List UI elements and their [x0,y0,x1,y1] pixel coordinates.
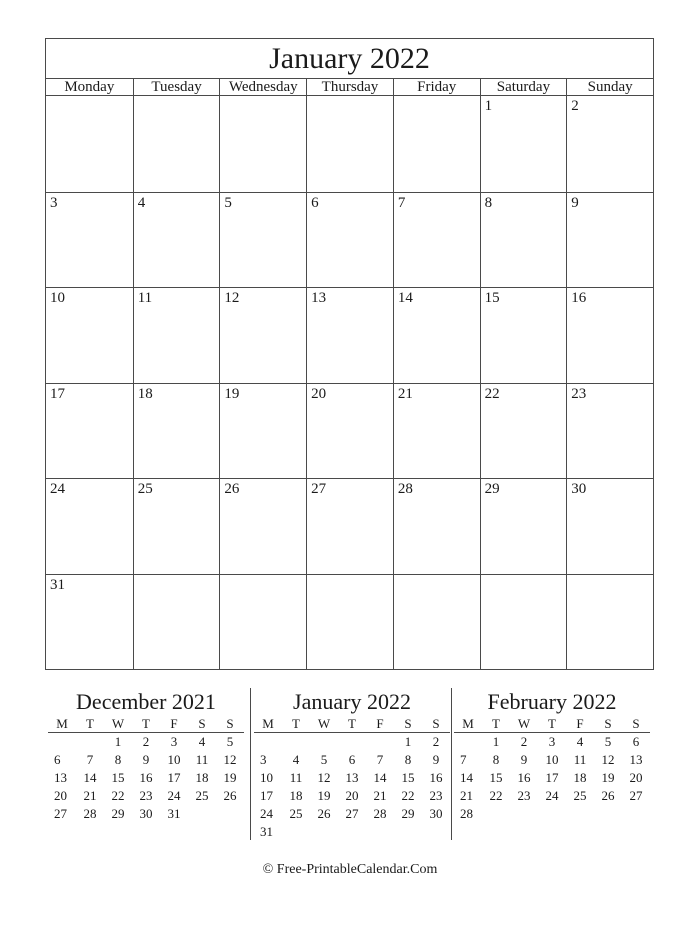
mini-weekday-label: T [538,715,566,733]
mini-day: 29 [401,806,415,821]
day-number: 27 [311,481,327,497]
mini-day: 21 [460,788,473,803]
mini-weekday-label: T [338,715,366,733]
mini-weekday-label: M [254,715,282,733]
mini-day: 27 [345,806,359,821]
day-cell [480,287,567,383]
day-cell [133,192,220,288]
mini-day [366,733,394,751]
day-cell [46,574,133,670]
mini-day: 28 [373,806,387,821]
mini-day: 30 [139,806,153,821]
mini-weekday-label: W [310,715,338,733]
mini-day: 22 [489,788,503,803]
mini-day: 12 [223,752,237,767]
mini-day: 10 [260,770,273,785]
day-number: 21 [397,385,413,402]
mini-day: 21 [83,788,97,803]
mini-day: 29 [111,806,125,821]
day-cell [306,96,393,192]
mini-day: 4 [198,734,206,749]
mini-day: 7 [460,752,467,767]
day-number: 20 [311,385,327,402]
day-number: 8 [484,194,493,211]
mini-day: 7 [86,752,94,767]
mini-calendar-december-2021 [48,688,244,823]
mini-day [510,805,538,823]
mini-weekday-label: F [160,715,188,733]
footer-credit[interactable]: © Free-PrintableCalendar.Com [262,862,438,877]
mini-day: 2 [142,734,150,749]
mini-day: 1 [492,734,500,749]
mini-day: 12 [317,770,331,785]
day-number: 13 [311,290,327,306]
day-number: 15 [484,290,500,306]
mini-day [366,823,394,841]
mini-day: 27 [629,788,643,803]
day-cell [133,478,220,574]
mini-weekday-label: T [282,715,310,733]
mini-weekday-label: S [422,715,450,733]
day-cell [133,383,220,479]
day-number: 29 [484,481,500,497]
mini-day: 5 [604,734,612,749]
day-cell [46,287,133,383]
mini-day [338,823,366,841]
mini-day: 9 [520,752,528,767]
mini-day [76,733,104,751]
mini-calendar-title: February 2022 [487,689,617,714]
day-cell [566,192,653,288]
mini-weekday-label: F [566,715,594,733]
day-cell [219,574,306,670]
day-cell [393,574,480,670]
day-number: 1 [484,98,493,114]
day-cell [480,383,567,479]
mini-day: 3 [170,734,178,749]
mini-day: 16 [429,770,443,785]
mini-day: 12 [601,752,615,767]
weekday-label: Monday [64,79,115,95]
day-number: 23 [571,385,587,402]
day-cell [306,287,393,383]
mini-weekday-label: T [482,715,510,733]
mini-day [422,823,450,841]
mini-day: 25 [195,788,209,803]
mini-calendar-title: January 2022 [293,689,411,714]
mini-day [394,823,422,841]
mini-day: 16 [517,770,531,785]
mini-calendar-grid [454,715,650,823]
mini-day [282,733,310,751]
day-number: 5 [224,194,232,211]
mini-day: 7 [376,752,384,767]
day-number: 19 [224,385,240,402]
mini-calendars [48,688,654,840]
day-number: 2 [571,98,579,114]
weekday-header [46,79,653,96]
mini-day [310,823,338,841]
day-cell [219,478,306,574]
mini-calendar-grid [254,715,450,841]
day-number: 17 [50,385,65,402]
weekday-label: Wednesday [219,79,306,95]
mini-day: 18 [195,770,209,785]
mini-weekday-label: T [76,715,104,733]
mini-weekday-label: S [216,715,244,733]
day-cell [306,478,393,574]
mini-day: 1 [114,734,122,749]
day-cell [393,287,480,383]
mini-day: 6 [54,752,61,767]
mini-day: 16 [139,770,153,785]
day-number: 4 [137,194,146,211]
mini-day: 25 [573,788,587,803]
mini-weekday-label: T [132,715,160,733]
day-cell [46,478,133,574]
calendar-title: January 2022 [46,39,653,79]
mini-day: 21 [373,788,387,803]
mini-weekday-label: S [594,715,622,733]
mini-day: 19 [223,770,237,785]
mini-day: 30 [429,806,443,821]
mini-day: 9 [432,752,440,767]
mini-day: 5 [320,752,328,767]
mini-day: 15 [111,770,125,785]
mini-day: 10 [545,752,559,767]
day-cell [306,383,393,479]
mini-day [538,805,566,823]
day-cell [393,478,480,574]
mini-day [48,733,76,751]
weekday-label: Tuesday [133,79,220,95]
mini-day: 22 [401,788,415,803]
day-cell [393,96,480,192]
mini-day: 26 [317,806,331,821]
mini-day [482,805,510,823]
mini-day [282,823,310,841]
mini-calendar-february-2022 [454,688,650,823]
mini-day: 10 [167,752,181,767]
day-number: 11 [137,290,153,306]
day-cell [566,383,653,479]
day-cell [306,574,393,670]
day-number: 7 [397,194,406,211]
mini-divider [451,688,452,840]
day-number: 24 [50,481,65,497]
day-cell [566,96,653,192]
mini-day: 5 [226,734,234,749]
mini-day: 14 [83,770,97,785]
day-cell [219,96,306,192]
mini-day [188,805,216,823]
mini-day: 3 [548,734,556,749]
mini-day: 24 [260,806,273,821]
day-cell [393,192,480,288]
mini-day: 26 [601,788,615,803]
weekday-label: Sunday [566,79,653,95]
mini-calendar-january-2022 [254,688,450,841]
day-cell [306,192,393,288]
day-cell [480,574,567,670]
mini-weekday-label: S [622,715,650,733]
mini-day: 23 [139,788,153,803]
mini-day: 27 [54,806,67,821]
mini-day: 15 [489,770,503,785]
day-cell [566,287,653,383]
mini-day: 17 [545,770,559,785]
mini-day: 19 [601,770,615,785]
mini-weekday-label: M [48,715,76,733]
mini-day: 20 [54,788,67,803]
day-number: 28 [397,481,413,497]
main-calendar [45,38,654,670]
day-cell [46,383,133,479]
mini-day: 26 [223,788,237,803]
day-number: 18 [137,385,153,402]
weekday-label: Saturday [480,79,567,95]
mini-weekday-label: W [104,715,132,733]
mini-day: 31 [260,824,273,839]
day-cell [133,287,220,383]
mini-day [566,805,594,823]
day-cell [566,574,653,670]
mini-calendar-title: December 2021 [76,689,216,714]
day-cell [480,192,567,288]
mini-day [338,733,366,751]
day-cell [46,192,133,288]
mini-day: 17 [167,770,181,785]
day-number: 22 [484,385,500,402]
mini-day: 28 [460,806,473,821]
day-cell [566,478,653,574]
mini-day [454,733,482,751]
mini-day: 15 [401,770,415,785]
day-number: 30 [571,481,587,497]
day-cell [219,192,306,288]
mini-day: 3 [260,752,267,767]
mini-weekday-label: F [366,715,394,733]
mini-day: 11 [289,770,303,785]
day-number: 26 [224,481,240,497]
mini-day: 2 [432,734,440,749]
mini-day: 6 [348,752,356,767]
mini-day: 25 [289,806,303,821]
mini-day: 18 [573,770,587,785]
mini-day: 4 [576,734,584,749]
mini-day: 1 [404,734,412,749]
mini-day: 22 [111,788,125,803]
mini-day: 13 [54,770,67,785]
day-cell [133,574,220,670]
day-number: 3 [50,194,58,211]
mini-day: 2 [520,734,528,749]
mini-day: 13 [629,752,643,767]
mini-day [310,733,338,751]
mini-day [216,805,244,823]
mini-day: 6 [632,734,640,749]
day-cell [219,287,306,383]
mini-day: 20 [629,770,643,785]
mini-day: 11 [573,752,587,767]
day-cell [393,383,480,479]
mini-day: 11 [195,752,209,767]
day-number: 6 [311,194,319,211]
mini-calendar-grid [48,715,244,823]
day-cell [219,383,306,479]
mini-day: 28 [83,806,97,821]
day-number: 12 [224,290,240,306]
mini-weekday-label: S [188,715,216,733]
mini-day: 8 [492,752,500,767]
mini-day: 23 [429,788,443,803]
day-cell [480,478,567,574]
mini-day: 23 [517,788,531,803]
mini-day: 9 [142,752,150,767]
mini-day: 24 [545,788,559,803]
mini-day: 18 [289,788,303,803]
mini-day: 14 [373,770,387,785]
mini-day: 20 [345,788,359,803]
mini-day: 24 [167,788,181,803]
day-cell [480,96,567,192]
mini-day: 13 [345,770,359,785]
mini-weekday-label: S [394,715,422,733]
weekday-label: Friday [393,79,480,95]
day-number: 10 [50,290,65,306]
mini-day: 19 [317,788,331,803]
mini-day: 4 [292,752,300,767]
mini-weekday-label: W [510,715,538,733]
mini-day [594,805,622,823]
day-grid [46,96,653,669]
mini-day [254,733,282,751]
mini-divider [250,688,251,840]
day-number: 16 [571,290,587,306]
mini-day: 17 [260,788,273,803]
mini-day: 14 [460,770,473,785]
mini-day: 31 [167,806,181,821]
mini-day: 8 [404,752,412,767]
day-number: 25 [137,481,153,497]
mini-day: 8 [114,752,122,767]
mini-weekday-label: M [454,715,482,733]
day-number: 31 [50,576,65,593]
day-number: 14 [397,290,413,306]
day-cell [46,96,133,192]
day-cell [133,96,220,192]
weekday-label: Thursday [306,79,393,95]
day-number: 9 [571,194,579,211]
mini-day [622,805,650,823]
